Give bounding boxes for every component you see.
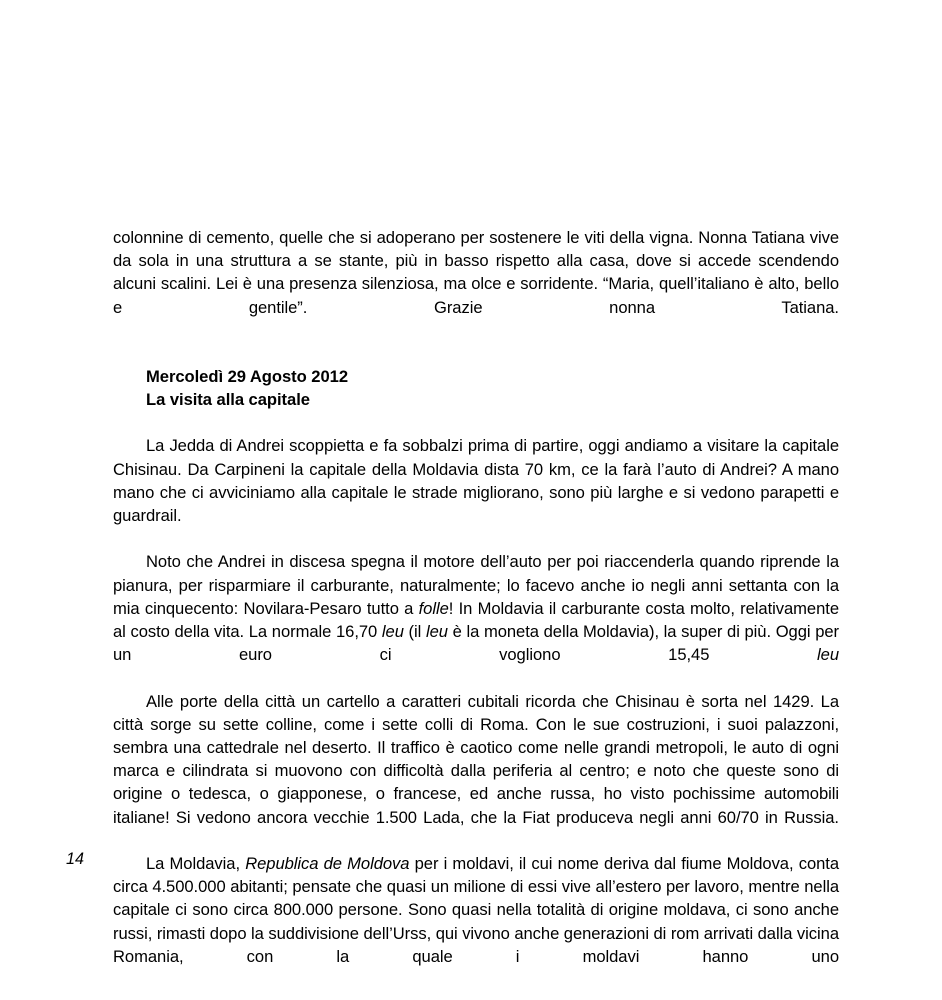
text-run: ! In Moldavia il carburante costa molto, relativamente al costo della vita. La normale 16,70	[113, 598, 839, 642]
heading-line-title: La visita alla capitale	[146, 390, 310, 410]
text-run-italic: leu	[381, 622, 404, 642]
paragraph-p-moldavia	[113, 852, 839, 991]
page-number: 14	[66, 850, 85, 868]
paragraph-p-jedda	[113, 434, 839, 550]
paragraph-p-colonnine	[113, 226, 839, 342]
text-run: La Moldavia,	[146, 854, 246, 874]
text-run: La Jedda di Andrei scoppietta e fa sobbalzi prima di partire, oggi andiamo a visitare la capitale Chisinau. Da Carpineni la capitale della Moldavia dista 70 km, ce la farà l’auto di Andrei? A mano mano che ci avviciniamo alla capitale le strade migliorano, sono più larghe e si vedono parapetti e guardrail.	[113, 436, 839, 526]
section-heading	[113, 365, 839, 411]
text-run-italic: folle	[418, 598, 449, 618]
paragraph-p-noto	[113, 550, 839, 689]
text-run: Noto che Andrei in discesa spegna il motore dell’auto per poi riaccenderla quando riprende la pianura, per risparmiare il carburante, naturalmente; lo facevo anche io negli anni settanta con la mia cinquecento: Novilara-Pesaro tutto a	[113, 552, 839, 618]
paragraph-p-alleporte	[113, 690, 839, 852]
heading-line-date: Mercoledì 29 Agosto 2012	[146, 367, 348, 387]
text-run: (il	[403, 622, 426, 642]
text-column	[113, 226, 839, 991]
text-run: per i moldavi, il cui nome deriva dal fiume Moldova, conta circa 4.500.000 abitanti; pensate che quasi un milione di essi vive all’estero per lavoro, mentre nella capitale ci sono circa 800.000 persone. Sono quasi nella totalità di origine moldava, ci sono anche russi, rimasti dopo la suddivisione dell’Urss, qui vivono anche generazioni di rom arrivati dalla vicina Romania, con la quale i moldavi hanno uno	[113, 854, 839, 966]
text-run: Alle porte della città un cartello a caratteri cubitali ricorda che Chisinau è sorta nel 1429. La città sorge su sette colline, come i sette colli di Roma. Con le sue costruzioni, i suoi palazzoni, sembra una cattedrale nel deserto. Il traffico è caotico come nelle grandi metropoli, le auto di ogni marca e cilindrata si muovono con difficoltà dalla periferia al centro; e noto che queste sono di origine o tedesca, o giapponese, o francese, ed anche russa, ho visto pochissime automobili italiane! Si vedono ancora vecchie 1.500 Lada, che la Fiat produceva negli anni 60/70 in Russia.	[113, 691, 839, 827]
text-run-italic: Republica de Moldova	[245, 854, 410, 874]
text-run: colonnine di cemento, quelle che si adoperano per sostenere le viti della vigna. Nonna Tatiana vive da sola in una struttura a se stante, più in basso rispetto alla casa, dove si accede scendendo alcuni scalini. Lei è una presenza silenziosa, ma olce e sorridente. “Maria, quell’italiano è alto, bello e gentile”. Grazie nonna Tatiana.	[113, 228, 839, 317]
text-run: è la moneta della Moldavia), la super di più. Oggi per un euro ci vogliono 15,45	[113, 622, 839, 665]
text-run-italic: leu	[425, 622, 448, 642]
text-run-italic: leu	[817, 645, 839, 665]
